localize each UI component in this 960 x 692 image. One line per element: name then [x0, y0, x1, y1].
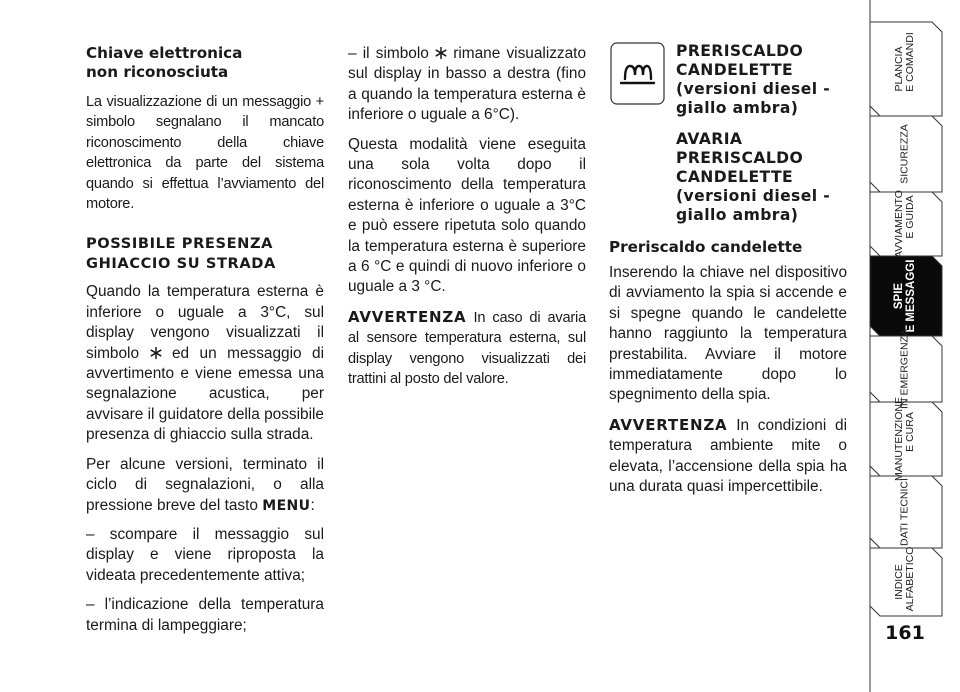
page-number: 161: [885, 622, 925, 644]
warning-label: AVVERTENZA: [348, 307, 467, 326]
column-right: [609, 44, 847, 506]
paragraph: Per alcune versioni, terminato il ciclo di segnalazioni, o alla pressione breve del tasto MENU:: [86, 455, 324, 514]
menu-key-label: MENU: [262, 497, 311, 514]
tab-in-emergenza[interactable]: IN EMERGENZA: [898, 329, 911, 409]
tab-plancia-e-comandi[interactable]: PLANCIA E COMANDI: [893, 32, 916, 92]
tab-dati-tecnici[interactable]: DATI TECNICI: [898, 478, 911, 546]
tab-manutenzione-e-cura[interactable]: MANUTENZIONE E CURA: [893, 397, 916, 481]
snowflake-icon: [150, 347, 162, 359]
title-glow-plug-failure: AVARIA PRERISCALDO CANDELETTE (versioni diesel - giallo ambra): [676, 130, 831, 224]
column-middle: [348, 44, 586, 399]
warning-label: AVVERTENZA: [609, 415, 728, 434]
paragraph: Questa modalità viene eseguita una sola volta dopo il riconoscimento della temperatura esterna è inferiore o uguale a 3°C e può essere ripetuta solo quando la temperatura esterna è superiore a 6 °C e quindi di nuovo inferiore o uguale a 3 °C.: [348, 135, 586, 296]
paragraph: – scompare il messaggio sul display e viene riproposta la videata precedentemente attiva;: [86, 525, 324, 584]
column-left: [86, 44, 324, 645]
subheading-preheat: Preriscaldo candelette: [609, 238, 803, 256]
paragraph: Quando la temperatura esterna è inferiore o uguale a 3°C, sul display vengono visualizzati il simbolo ed un messaggio di avvertimento e viene emessa una segnalazione acustica, per avvisare il guidatore della possibile presenza di ghiaccio sulla strada.: [86, 283, 325, 444]
snowflake-icon: [435, 47, 447, 59]
tab-sicurezza[interactable]: SICUREZZA: [898, 124, 911, 184]
tab-spie-e-messaggi[interactable]: SPIE E MESSAGGI: [893, 259, 917, 333]
warning-light-titles: [676, 42, 847, 225]
sidebar-tabs: [868, 0, 960, 692]
section-title-ice: POSSIBILE PRESENZA GHIACCIO SU STRADA: [86, 235, 276, 273]
warning-paragraph: AVVERTENZA In caso di avaria al sensore temperatura esterna, sul display vengono visualizzati dei trattini al posto del valore.: [348, 307, 586, 388]
paragraph: – l’indicazione della temperatura termina di lampeggiare;: [86, 596, 324, 634]
title-glow-plug-preheat: PRERISCALDO CANDELETTE (versioni diesel - giallo ambra): [676, 42, 831, 117]
paragraph: – il simbolo rimane visualizzato sul display in basso a destra (fino a quando la temperatura esterna è inferiore o uguale a 6°C).: [348, 45, 587, 124]
tab-indice-alfabetico[interactable]: INDICE ALFABETICO: [893, 546, 916, 612]
tab-avviamento-e-guida[interactable]: AVVIAMENTO E GUIDA: [893, 190, 916, 258]
heading-electronic-key: Chiave elettronica non riconosciuta: [86, 44, 243, 81]
paragraph: La visualizzazione di un messaggio + simbolo segnalano il mancato riconoscimento della chiave elettronica da parte del sistema quando si effettua l’avviamento del motore.: [86, 94, 324, 213]
warning-paragraph: AVVERTENZA In condizioni di temperatura ambiente mite o elevata, l’accensione della spia ha una durata quasi impercettibile.: [609, 415, 847, 496]
paragraph: Inserendo la chiave nel dispositivo di avviamento la spia si accende e si spegne quando le candelette hanno raggiunto la temperatura prestabilita. Avviare il motore immediatamente dopo lo spegnimento della spia.: [609, 264, 847, 404]
